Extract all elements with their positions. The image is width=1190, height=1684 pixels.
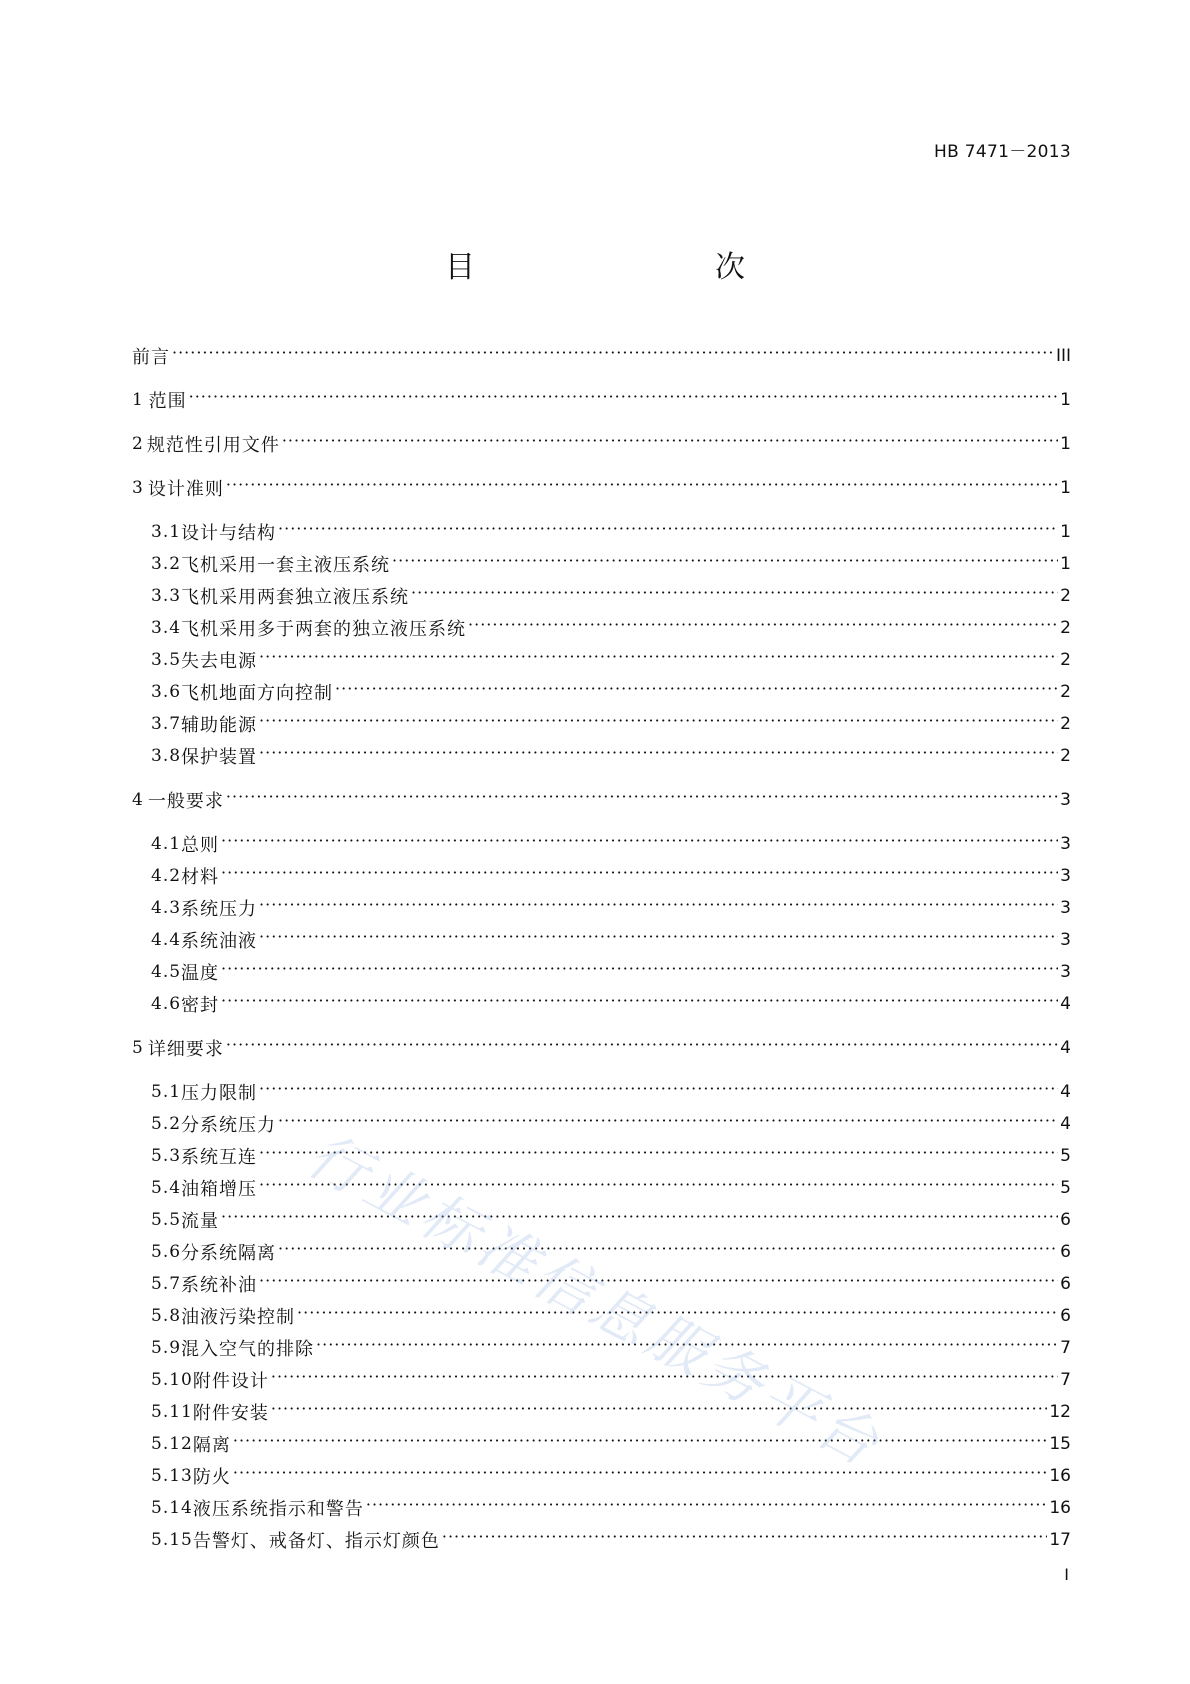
- toc-entry[interactable]: [151, 1334, 1071, 1362]
- toc-entry[interactable]: [151, 1494, 1071, 1522]
- toc-entry-page: 3: [1060, 898, 1071, 918]
- toc-entry-number: 3.1: [151, 522, 182, 542]
- toc-entry-number: 5.1: [151, 1082, 182, 1102]
- toc-entry-page: 4: [1060, 1038, 1071, 1058]
- toc-entry[interactable]: [151, 1302, 1071, 1330]
- toc-entry[interactable]: [151, 1078, 1071, 1106]
- toc-entry[interactable]: [151, 518, 1071, 546]
- watermark: 行业标准信息服务平台: [296, 1120, 894, 1481]
- toc-entry[interactable]: [151, 990, 1071, 1018]
- toc-entry-page: 16: [1049, 1498, 1071, 1518]
- dot-leader: [271, 1402, 1048, 1423]
- toc-entry[interactable]: [132, 342, 1071, 370]
- toc-entry-label: 详细要求: [147, 1039, 224, 1060]
- toc-entry-number: 2: [132, 434, 144, 454]
- toc-entry[interactable]: [151, 646, 1071, 674]
- dot-leader: [233, 1434, 1048, 1455]
- toc-entry[interactable]: [132, 474, 1071, 502]
- dot-leader: [259, 746, 1058, 767]
- toc-entry-label: 飞机采用两套独立液压系统: [181, 587, 410, 608]
- toc-entry-number: 5.14: [151, 1498, 193, 1518]
- toc-entry-number: 5.2: [151, 1114, 182, 1134]
- toc-entry[interactable]: [132, 1034, 1071, 1062]
- toc-entry[interactable]: [151, 926, 1071, 954]
- toc-entry-label: 系统压力: [181, 899, 258, 920]
- toc-entry-label: 设计与结构: [181, 523, 277, 544]
- toc-entry-number: 4.6: [151, 994, 182, 1014]
- toc-entry[interactable]: [132, 386, 1071, 414]
- toc-entry-number: 5.13: [151, 1466, 193, 1486]
- toc-entry[interactable]: [151, 550, 1071, 578]
- toc-entry-label: 隔离: [192, 1435, 231, 1456]
- toc-entry-number: 3.6: [151, 682, 182, 702]
- toc-entry-number: 4.5: [151, 962, 182, 982]
- toc-entry-number: 4.3: [151, 898, 182, 918]
- toc-entry-label: 温度: [181, 963, 220, 984]
- toc-entry-page: 4: [1060, 1082, 1071, 1102]
- toc-entry-label: 液压系统指示和警告: [192, 1499, 364, 1520]
- dot-leader: [411, 586, 1058, 607]
- dot-leader: [282, 434, 1058, 455]
- toc-entry[interactable]: [151, 1142, 1071, 1170]
- toc-entry-label: 分系统隔离: [181, 1243, 277, 1264]
- dot-leader: [335, 682, 1058, 703]
- toc-entry-label: 前言: [132, 347, 170, 368]
- dot-leader: [221, 834, 1058, 855]
- toc-entry-label: 附件安装: [192, 1403, 269, 1424]
- dot-leader: [189, 390, 1059, 411]
- dot-leader: [278, 522, 1058, 543]
- toc-entry[interactable]: [151, 1110, 1071, 1138]
- toc-entry-number: 4: [132, 790, 144, 810]
- toc-entry[interactable]: [151, 1174, 1071, 1202]
- toc-entry-page: 1: [1060, 522, 1071, 542]
- toc-entry-label: 辅助能源: [181, 715, 258, 736]
- page-title: 目 次: [445, 250, 805, 285]
- dot-leader: [278, 1242, 1058, 1263]
- dot-leader: [468, 618, 1058, 639]
- toc-entry-number: 4.2: [151, 866, 182, 886]
- toc-entry-label: 飞机地面方向控制: [181, 683, 334, 704]
- toc-entry-number: 3: [132, 478, 144, 498]
- dot-leader: [366, 1498, 1048, 1519]
- toc-entry-page: 5: [1060, 1146, 1071, 1166]
- toc-entry[interactable]: [132, 786, 1071, 814]
- toc-entry-page: 3: [1060, 866, 1071, 886]
- toc-entry[interactable]: [151, 614, 1071, 642]
- toc-entry-page: 3: [1060, 790, 1071, 810]
- toc-entry-label: 规范性引用文件: [146, 435, 280, 456]
- toc-entry-label: 油液污染控制: [181, 1307, 296, 1328]
- toc-entry-label: 混入空气的排除: [181, 1339, 315, 1360]
- toc-entry-number: 5.15: [151, 1530, 193, 1550]
- toc-entry-label: 保护装置: [181, 747, 258, 768]
- toc-entry-page: 1: [1060, 390, 1071, 410]
- toc-entry-page: 3: [1060, 834, 1071, 854]
- dot-leader: [316, 1338, 1058, 1359]
- toc-entry-number: 3.4: [151, 618, 182, 638]
- toc-entry[interactable]: [151, 582, 1071, 610]
- toc-entry-label: 密封: [181, 995, 220, 1016]
- toc-entry-page: 16: [1049, 1466, 1071, 1486]
- toc-entry-page: 7: [1060, 1370, 1071, 1390]
- toc-entry-page: 2: [1060, 682, 1071, 702]
- toc-entry-label: 材料: [181, 867, 220, 888]
- toc-entry-label: 总则: [181, 835, 220, 856]
- toc-entry-number: 5.3: [151, 1146, 182, 1166]
- toc-entry[interactable]: [151, 1206, 1071, 1234]
- toc-entry-page: 2: [1060, 714, 1071, 734]
- toc-entry-page: III: [1055, 346, 1071, 366]
- toc-entry-label: 压力限制: [181, 1083, 258, 1104]
- toc-entry-label: 附件设计: [192, 1371, 269, 1392]
- dot-leader: [259, 650, 1058, 671]
- dot-leader: [278, 1114, 1058, 1135]
- toc-entry-label: 飞机采用多于两套的独立液压系统: [181, 619, 467, 640]
- toc-entry[interactable]: [151, 678, 1071, 706]
- toc-entry-label: 系统油液: [181, 931, 258, 952]
- dot-leader: [259, 1274, 1058, 1295]
- toc-entry-number: 5.6: [151, 1242, 182, 1262]
- toc-entry-number: 3.3: [151, 586, 182, 606]
- toc-entry[interactable]: [151, 1462, 1071, 1490]
- toc-entry-page: 1: [1060, 554, 1071, 574]
- toc-entry-page: 1: [1060, 478, 1071, 498]
- toc-entry-number: 5.12: [151, 1434, 193, 1454]
- toc-entry-number: 5.5: [151, 1210, 182, 1230]
- toc-entry[interactable]: [132, 430, 1071, 458]
- toc-entry-label: 失去电源: [181, 651, 258, 672]
- toc-entry-page: 5: [1060, 1178, 1071, 1198]
- toc-entry-number: 5.7: [151, 1274, 182, 1294]
- toc-entry[interactable]: [151, 1270, 1071, 1298]
- standard-code: HB 7471－2013: [934, 142, 1071, 162]
- toc-entry-number: 5.10: [151, 1370, 193, 1390]
- toc-entry-page: 1: [1060, 434, 1071, 454]
- toc-entry[interactable]: [151, 1526, 1071, 1554]
- toc-entry-label: 系统补油: [181, 1275, 258, 1296]
- toc-entry-label: 系统互连: [181, 1147, 258, 1168]
- dot-leader: [297, 1306, 1058, 1327]
- toc-entry-page: 15: [1049, 1434, 1071, 1454]
- toc-entry-page: 6: [1060, 1274, 1071, 1294]
- dot-leader: [259, 1146, 1058, 1167]
- dot-leader: [226, 790, 1058, 811]
- toc-entry-page: 2: [1060, 618, 1071, 638]
- toc-entry-number: 5.4: [151, 1178, 182, 1198]
- dot-leader: [259, 930, 1058, 951]
- dot-leader: [271, 1370, 1058, 1391]
- toc-entry-number: 3.7: [151, 714, 182, 734]
- toc-entry-page: 17: [1049, 1530, 1071, 1550]
- dot-leader: [221, 866, 1058, 887]
- toc-entry-page: 3: [1060, 930, 1071, 950]
- toc-entry[interactable]: [151, 958, 1071, 986]
- toc-entry-label: 设计准则: [147, 479, 224, 500]
- dot-leader: [221, 1210, 1058, 1231]
- toc-entry[interactable]: [151, 894, 1071, 922]
- dot-leader: [226, 1038, 1058, 1059]
- toc-entry-label: 分系统压力: [181, 1115, 277, 1136]
- page-number: I: [1064, 1565, 1069, 1584]
- toc-entry-page: 4: [1060, 1114, 1071, 1134]
- toc-entry-page: 6: [1060, 1306, 1071, 1326]
- toc-entry-page: 2: [1060, 586, 1071, 606]
- toc-entry-page: 6: [1060, 1242, 1071, 1262]
- toc-entry-page: 3: [1060, 962, 1071, 982]
- dot-leader: [221, 994, 1058, 1015]
- toc-entry[interactable]: [151, 862, 1071, 890]
- toc-entry-label: 范围: [148, 391, 187, 412]
- dot-leader: [442, 1530, 1048, 1551]
- dot-leader: [259, 898, 1058, 919]
- toc-entry-page: 4: [1060, 994, 1071, 1014]
- dot-leader: [259, 714, 1058, 735]
- dot-leader: [259, 1178, 1058, 1199]
- toc-entry[interactable]: [151, 1238, 1071, 1266]
- toc-entry[interactable]: [151, 710, 1071, 738]
- toc-entry-number: 4.1: [151, 834, 182, 854]
- toc-entry-page: 12: [1049, 1402, 1071, 1422]
- toc-entry-label: 一般要求: [147, 791, 224, 812]
- toc-entry-number: 5.9: [151, 1338, 182, 1358]
- dot-leader: [392, 554, 1058, 575]
- toc-entry-number: 1: [132, 390, 144, 410]
- dot-leader: [259, 1082, 1058, 1103]
- toc-entry-page: 2: [1060, 650, 1071, 670]
- toc-entry-label: 飞机采用一套主液压系统: [181, 555, 391, 576]
- toc-entry[interactable]: [151, 830, 1071, 858]
- toc-entry-number: 3.2: [151, 554, 182, 574]
- toc-entry[interactable]: [151, 1398, 1071, 1426]
- toc-entry[interactable]: [151, 1430, 1071, 1458]
- toc-entry-label: 防火: [192, 1467, 231, 1488]
- toc-entry-number: 5.11: [151, 1402, 193, 1422]
- toc-entry-label: 油箱增压: [181, 1179, 258, 1200]
- toc-entry-number: 3.8: [151, 746, 182, 766]
- toc-entry[interactable]: [151, 1366, 1071, 1394]
- toc-entry-number: 3.5: [151, 650, 182, 670]
- dot-leader: [226, 478, 1058, 499]
- toc-entry-number: 5: [132, 1038, 144, 1058]
- toc-entry-number: 4.4: [151, 930, 182, 950]
- dot-leader: [221, 962, 1058, 983]
- toc-entry-page: 7: [1060, 1338, 1071, 1358]
- dot-leader: [233, 1466, 1048, 1487]
- dot-leader: [172, 346, 1054, 367]
- toc-entry-page: 2: [1060, 746, 1071, 766]
- toc-entry-number: 5.8: [151, 1306, 182, 1326]
- toc-entry-label: 告警灯、戒备灯、指示灯颜色: [192, 1531, 440, 1552]
- toc-entry-label: 流量: [181, 1211, 220, 1232]
- toc-entry-page: 6: [1060, 1210, 1071, 1230]
- toc-entry[interactable]: [151, 742, 1071, 770]
